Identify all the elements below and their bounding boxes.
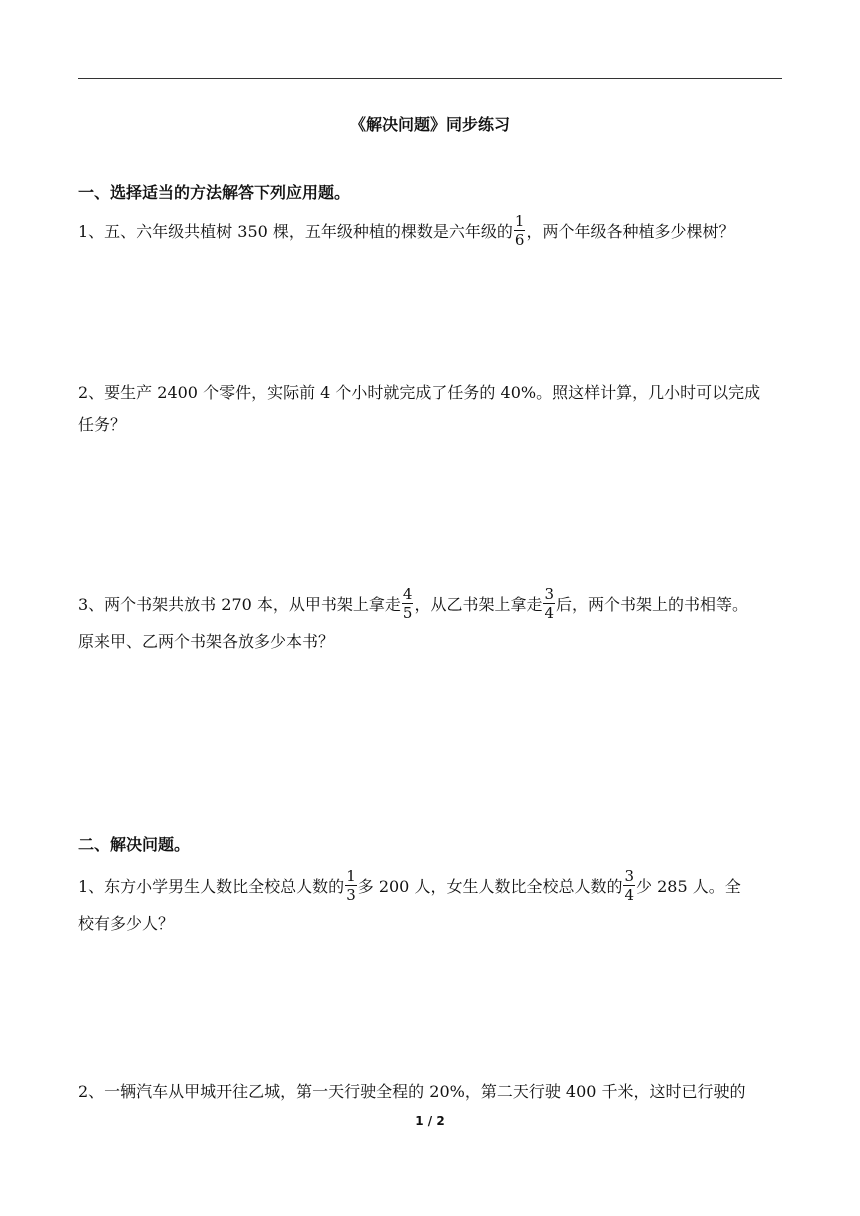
q1-1-text-b: ，两个年级各种植多少棵树？ — [526, 222, 735, 241]
question-2-2-line1: 2、一辆汽车从甲城开往乙城，第一天行驶全程的 20%，第二天行驶 400 千米，这时已行驶的 — [78, 1082, 746, 1101]
fraction-4-5 — [402, 585, 414, 622]
question-1-2-line1: 2、要生产 2400 个零件，实际前 4 个小时就完成了任务的 40%。照这样计算，几小时可以完成 — [78, 383, 761, 402]
q2-1-text-a: 1、东方小学男生人数比全校总人数的 — [78, 877, 345, 896]
fraction-3-4 — [623, 867, 635, 904]
fraction-1-3 — [345, 867, 357, 904]
question-1-3-line2: 原来甲、乙两个书架各放多少本书？ — [78, 632, 335, 651]
question-2-1 — [78, 869, 782, 906]
fraction-3-4 — [543, 585, 555, 622]
question-1-2-line2: 任务？ — [78, 415, 127, 434]
fraction-numerator: 4 — [402, 585, 413, 603]
question-2-1-line2: 校有多少人？ — [78, 914, 175, 933]
q1-3-text-a: 3、两个书架共放书 270 本，从甲书架上拿走 — [78, 595, 401, 614]
fraction-numerator: 1 — [346, 867, 356, 885]
fraction-numerator: 3 — [544, 585, 555, 603]
q1-3-text-c: 后，两个书架上的书相等。 — [556, 595, 749, 614]
fraction-denominator: 3 — [346, 886, 356, 904]
section1-heading: 一、选择适当的方法解答下列应用题。 — [78, 183, 351, 202]
section2-heading: 二、解决问题。 — [78, 835, 191, 854]
fraction-numerator: 1 — [514, 212, 525, 230]
page-title: 《解决问题》同步练习 — [349, 115, 510, 134]
question-1-1 — [78, 214, 782, 251]
fraction-denominator: 6 — [514, 231, 525, 249]
page-number: 1 / 2 — [415, 1114, 445, 1128]
fraction-numerator: 3 — [624, 867, 634, 885]
fraction-1-6 — [514, 212, 526, 249]
q1-3-text-b: ，从乙书架上拿走 — [414, 595, 543, 614]
question-1-3 — [78, 587, 782, 624]
q2-1-text-c: 少 285 人。全 — [636, 877, 741, 896]
fraction-denominator: 5 — [402, 604, 413, 622]
fraction-denominator: 4 — [544, 604, 555, 622]
q1-1-text-a: 1、五、六年级共植树 350 棵，五年级种植的棵数是六年级的 — [78, 222, 513, 241]
q2-1-text-b: 多 200 人，女生人数比全校总人数的 — [357, 877, 623, 896]
fraction-denominator: 4 — [624, 886, 634, 904]
header-rule — [78, 78, 782, 79]
